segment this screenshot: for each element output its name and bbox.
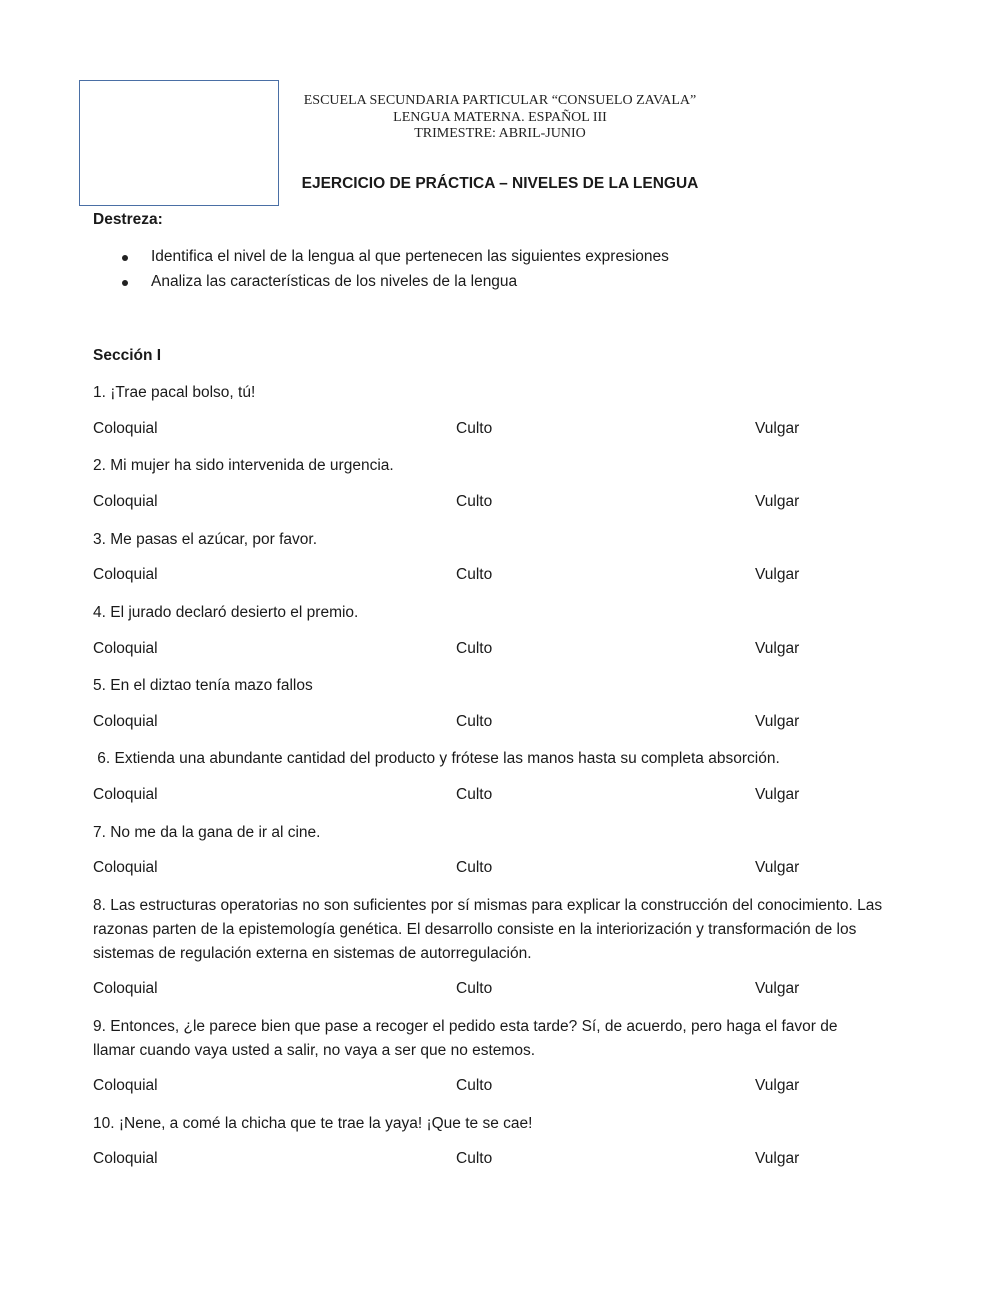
option-culto[interactable]: Culto — [456, 859, 493, 876]
question-3: 3. Me pasas el azúcar, por favor. — [93, 531, 318, 548]
option-culto[interactable]: Culto — [456, 640, 493, 657]
option-coloquial[interactable]: Coloquial — [93, 713, 158, 730]
option-coloquial[interactable]: Coloquial — [93, 420, 158, 437]
question-6: 6. Extienda una abundante cantidad del producto y frótese las manos hasta su completa absorción. — [93, 750, 780, 767]
question-1: 1. ¡Trae pacal bolso, tú! — [93, 384, 256, 401]
options-row-4 — [93, 640, 923, 662]
question-9: 9. Entonces, ¿le parece bien que pase a recoger el pedido esta tarde? Sí, de acuerdo, pero haga el favor de llamar cuando vaya usted a salir, no vaya a ser que no estemos. — [93, 1018, 838, 1059]
subject-name: LENGUA MATERNA. ESPAÑOL III — [393, 109, 607, 125]
option-culto[interactable]: Culto — [456, 493, 493, 510]
option-coloquial[interactable]: Coloquial — [93, 640, 158, 657]
options-row-10 — [93, 1150, 923, 1172]
option-culto[interactable]: Culto — [456, 713, 493, 730]
question-8: 8. Las estructuras operatorias no son suficientes por sí mismas para explicar la construcción del conocimiento. Las razonas parten de la epistemología genética. El desarrollo consiste en la interiorización y transformación de los sistemas de regulación externa en sistemas de autorregulación. — [93, 897, 883, 962]
option-vulgar[interactable]: Vulgar — [755, 1077, 800, 1094]
option-coloquial[interactable]: Coloquial — [93, 493, 158, 510]
option-vulgar[interactable]: Vulgar — [755, 640, 800, 657]
option-vulgar[interactable]: Vulgar — [755, 420, 800, 437]
skills-list — [93, 248, 669, 298]
option-coloquial[interactable]: Coloquial — [93, 1077, 158, 1094]
option-vulgar[interactable]: Vulgar — [755, 859, 800, 876]
option-vulgar[interactable]: Vulgar — [755, 1150, 800, 1167]
option-vulgar[interactable]: Vulgar — [755, 713, 800, 730]
options-row-9 — [93, 1077, 923, 1099]
question-7: 7. No me da la gana de ir al cine. — [93, 824, 321, 841]
option-coloquial[interactable]: Coloquial — [93, 1150, 158, 1167]
option-vulgar[interactable]: Vulgar — [755, 493, 800, 510]
option-vulgar[interactable]: Vulgar — [755, 786, 800, 803]
question-10: 10. ¡Nene, a comé la chicha que te trae la yaya! ¡Que te se cae! — [93, 1115, 533, 1132]
option-vulgar[interactable]: Vulgar — [755, 980, 800, 997]
page-title: EJERCICIO DE PRÁCTICA – NIVELES DE LA LENGUA — [301, 175, 699, 192]
question-4: 4. El jurado declaró desierto el premio. — [93, 604, 359, 621]
school-header — [280, 93, 720, 143]
question-5: 5. En el diztao tenía mazo fallos — [93, 677, 313, 694]
options-row-2 — [93, 493, 923, 515]
bullet-icon — [122, 280, 128, 286]
option-coloquial[interactable]: Coloquial — [93, 786, 158, 803]
school-name: ESCUELA SECUNDARIA PARTICULAR “CONSUELO ZAVALA” — [303, 93, 697, 108]
option-culto[interactable]: Culto — [456, 1150, 493, 1167]
option-culto[interactable]: Culto — [456, 420, 493, 437]
option-coloquial[interactable]: Coloquial — [93, 859, 158, 876]
options-row-6 — [93, 786, 923, 808]
option-coloquial[interactable]: Coloquial — [93, 566, 158, 583]
option-vulgar[interactable]: Vulgar — [755, 566, 800, 583]
option-coloquial[interactable]: Coloquial — [93, 980, 158, 997]
options-row-7 — [93, 859, 923, 881]
list-item: Identifica el nivel de la lengua al que pertenecen las siguientes expresiones — [93, 248, 669, 273]
options-row-8 — [93, 980, 923, 1002]
section-title: Sección I — [93, 347, 162, 364]
option-culto[interactable]: Culto — [456, 1077, 493, 1094]
options-row-3 — [93, 566, 923, 588]
question-2: 2. Mi mujer ha sido intervenida de urgencia. — [93, 457, 394, 474]
trimester: TRIMESTRE: ABRIL-JUNIO — [414, 126, 586, 141]
option-culto[interactable]: Culto — [456, 566, 493, 583]
options-row-5 — [93, 713, 923, 735]
option-culto[interactable]: Culto — [456, 786, 493, 803]
option-culto[interactable]: Culto — [456, 980, 493, 997]
school-logo-placeholder — [79, 80, 279, 206]
list-item: Analiza las características de los niveles de la lengua — [93, 273, 669, 298]
bullet-icon — [122, 255, 128, 261]
options-row-1 — [93, 420, 923, 442]
skills-heading: Destreza: — [93, 211, 163, 228]
